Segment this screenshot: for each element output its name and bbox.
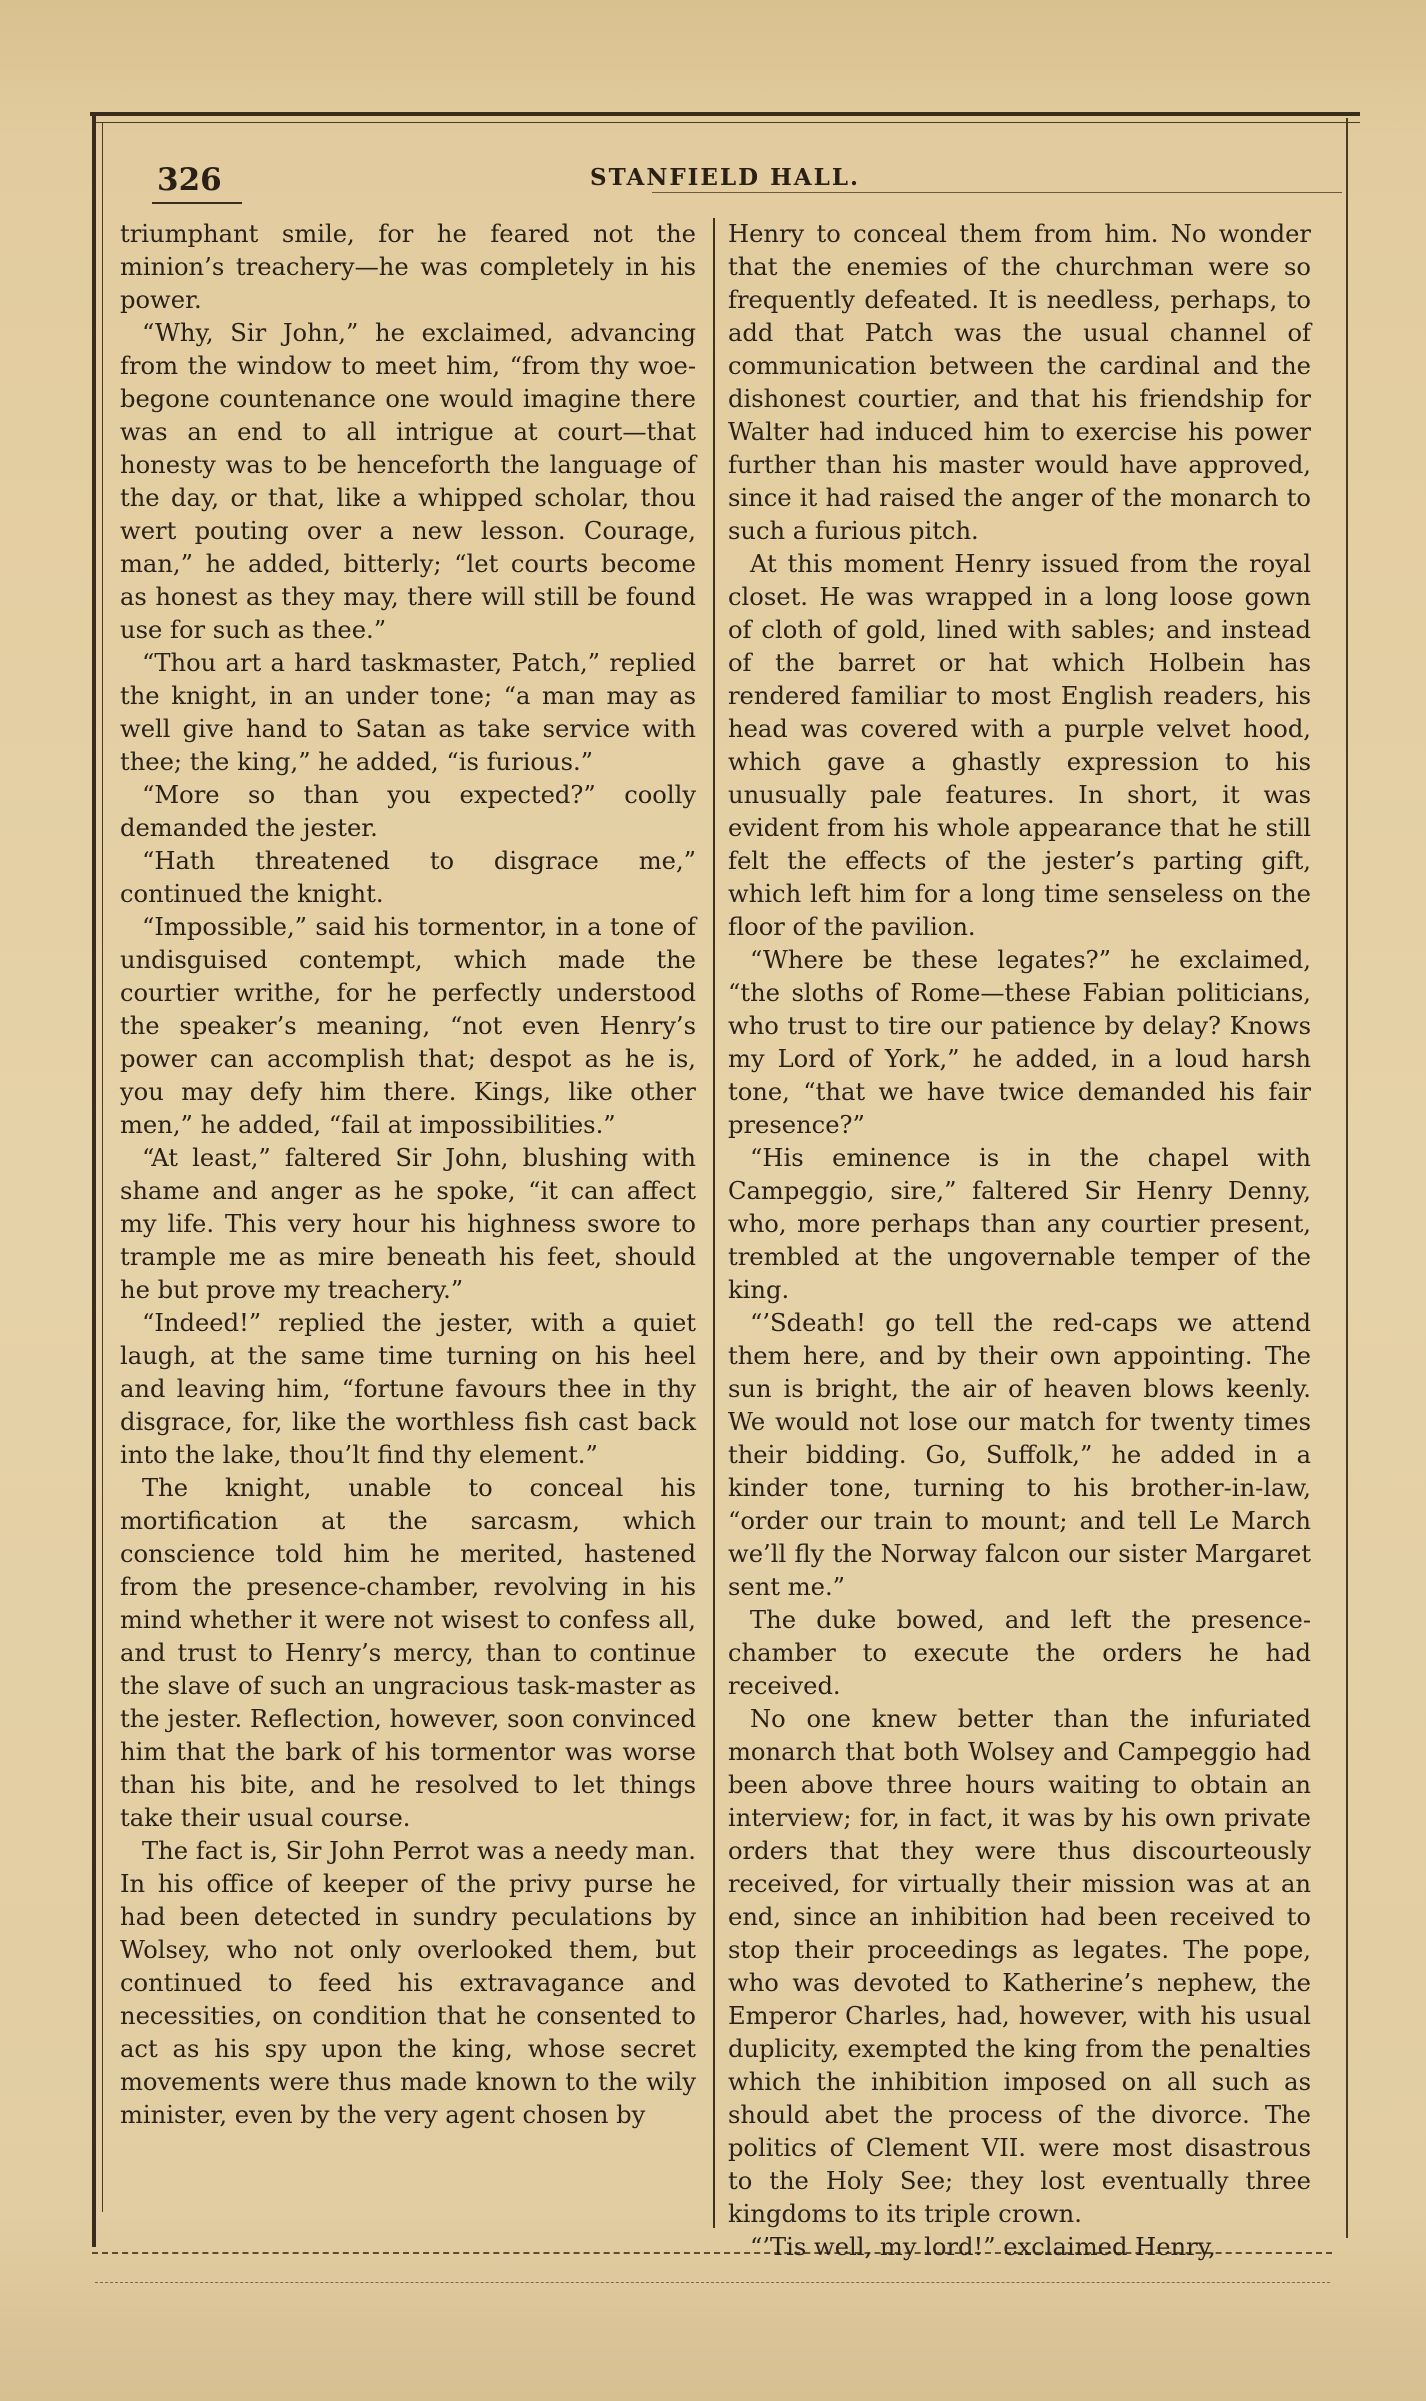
- page-number: 326: [157, 162, 222, 198]
- running-title: STANFIELD HALL.: [590, 164, 861, 191]
- paragraph: “Indeed!” replied the jester, with a quiet laugh, at the same time turning on his heel and leaving him, “fortune favours thee in thy disgrace, for, like the worthless fish cast back into the lake, thou’lt find thy element.”: [120, 1309, 696, 1469]
- right-border-rule: [1346, 118, 1348, 2238]
- paragraph: The fact is, Sir John Perrot was a needy man. In his office of keeper of the privy purse he had been detected in sundry peculations by Wolsey, who not only overlooked them, but continued to feed his extravagance and necessities, on condition that he consented to act as his spy upon the king, whose secret movements were thus made known to the wily minister, even by the very agent chosen by: [120, 1837, 696, 2129]
- left-border-inner-rule: [102, 122, 103, 2212]
- paragraph: “Why, Sir John,” he exclaimed, advancing from the window to meet him, “from thy woe-begone countenance one would imagine there was an end to all intrigue at court—that honesty was to be henceforth the language of the day, or that, like a whipped scholar, thou wert pouting over a new lesson. Courage, man,” he added, bitterly; “let courts become as honest as they may, there will still be found use for such as thee.”: [120, 319, 696, 644]
- paragraph: “Impossible,” said his tormentor, in a tone of undisguised contempt, which made the courtier writhe, for he perfectly understood the speaker’s meaning, “not even Henry’s power can accomplish that; despot as he is, you may defy him there. Kings, like other men,” he added, “fail at impossibilities.”: [120, 913, 696, 1139]
- paragraph: “Hath threatened to disgrace me,” continued the knight.: [120, 847, 696, 908]
- paragraph: At this moment Henry issued from the royal closet. He was wrapped in a long loose gown of cloth of gold, lined with sables; and instead of the barret or hat which Holbein has rendered familiar to most English readers, his head was covered with a purple velvet hood, which gave a ghastly expression to his unusually pale features. In short, it was evident from his whole appearance that he still felt the effects of the jester’s parting gift, which left him for a long time senseless on the floor of the pavilion.: [728, 550, 1311, 941]
- left-column: [120, 218, 696, 2132]
- right-column: [728, 218, 1311, 2264]
- paragraph: The duke bowed, and left the presence-chamber to execute the orders he had received.: [728, 1606, 1311, 1700]
- paragraph: No one knew better than the infuriated monarch that both Wolsey and Campeggio had been above three hours waiting to obtain an interview; for, in fact, it was by his own private orders that they were thus discourteously received, for virtually their mission was at an end, since an inhibition had been received to stop their proceedings as legates. The pope, who was devoted to Katherine’s nephew, the Emperor Charles, had, however, with his usual duplicity, exempted the king from the penalties which the inhibition imposed on all such as should abet the process of the divorce. The politics of Clement VII. were most disastrous to the Holy See; they lost eventually three kingdoms to its triple crown.: [728, 1705, 1311, 2228]
- top-border-rule: [90, 112, 1360, 116]
- paragraph: “Thou art a hard taskmaster, Patch,” replied the knight, in an under tone; “a man may as well give hand to Satan as take service with thee; the king,” he added, “is furious.”: [120, 649, 696, 776]
- paragraph: “’Tis well, my lord!” exclaimed Henry,: [750, 2233, 1216, 2261]
- paragraph: “At least,” faltered Sir John, blushing with shame and anger as he spoke, “it can affect my life. This very hour his highness swore to trample me as mire beneath his feet, should he but prove my treachery.”: [120, 1144, 696, 1304]
- paragraph: The knight, unable to conceal his mortification at the sarcasm, which conscience told him he merited, hastened from the presence-chamber, revolving in his mind whether it were not wisest to confess all, and trust to Henry’s mercy, than to continue the slave of such an ungracious task-master as the jester. Reflection, however, soon convinced him that the bark of his tormentor was worse than his bite, and he resolved to let things take their usual course.: [120, 1474, 696, 1832]
- bottom-inner-rule: [95, 2282, 1330, 2283]
- top-border-inner-rule: [95, 122, 1360, 123]
- paragraph: triumphant smile, for he feared not the minion’s treachery—he was completely in his power.: [120, 220, 696, 314]
- paragraph: “More so than you expected?” coolly demanded the jester.: [120, 781, 696, 842]
- column-divider: [713, 218, 715, 2228]
- paragraph: “Where be these legates?” he exclaimed, “the sloths of Rome—these Fabian politicians, who trust to tire our patience by delay? Knows my Lord of York,” he added, in a loud harsh tone, “that we have twice demanded his fair presence?”: [728, 946, 1311, 1139]
- paragraph: “His eminence is in the chapel with Campeggio, sire,” faltered Sir Henry Denny, who, more perhaps than any courtier present, trembled at the ungovernable temper of the king.: [728, 1144, 1311, 1304]
- header-rule: [652, 192, 1342, 193]
- paragraph: “’Sdeath! go tell the red-caps we attend them here, and by their own appointing. The sun is bright, the air of heaven blows keenly. We would not lose our match for twenty times their bidding. Go, Suffolk,” he added in a kinder tone, turning to his brother-in-law, “order our train to mount; and tell Le March we’ll fly the Norway falcon our sister Margaret sent me.”: [728, 1309, 1311, 1601]
- page-number-underline: [152, 202, 242, 204]
- paragraph: Henry to conceal them from him. No wonder that the enemies of the churchman were so frequently defeated. It is needless, perhaps, to add that Patch was the usual channel of communication between the cardinal and the dishonest courtier, and that his friendship for Walter had induced him to exercise his power further than his master would have approved, since it had raised the anger of the monarch to such a furious pitch.: [728, 220, 1311, 545]
- running-head: [112, 148, 1342, 198]
- left-border-rule: [92, 112, 96, 2247]
